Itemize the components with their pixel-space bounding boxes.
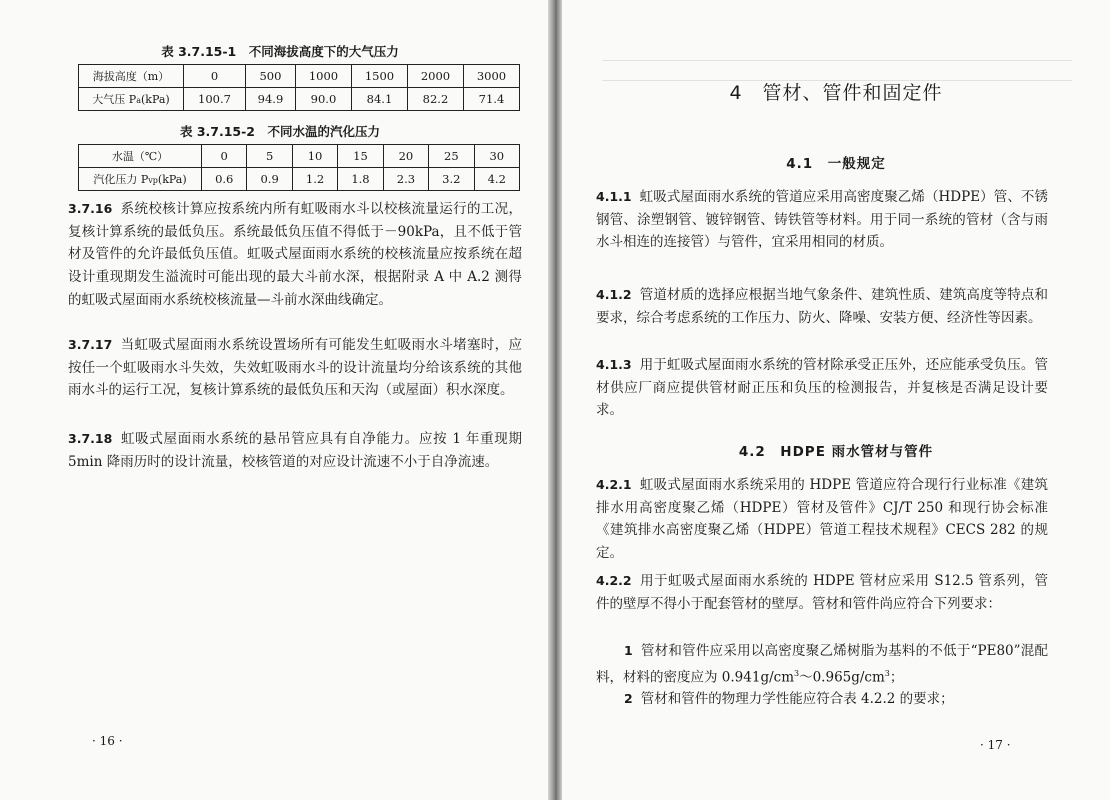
bleed-through-line [602,60,1072,61]
clause-number: 3.7.16 [68,201,113,216]
item-number: 1 [624,643,633,658]
page-number-17: · 17 · [980,738,1011,752]
table-cell: 100.7 [184,88,246,111]
superscript: 3 [884,668,890,678]
table-cell: 0 [202,145,247,168]
table-cell: 25 [429,145,474,168]
clause-3-7-18 [68,428,522,473]
clause-number: 4.1.2 [596,287,632,302]
table-cell: 10 [292,145,337,168]
table-row [79,145,520,168]
clause-text: 虹吸式屋面雨水系统的管道应采用高密度聚乙烯（HDPE）管、不锈钢管、涂塑钢管、镀锌钢管、铸铁管等材料。用于同一系统的管材（含与雨水斗相连的连接管）与管件，宜采用相同的材质。 [596,189,1048,251]
clause-text: 用于虹吸式屋面雨水系统的 HDPE 管材应采用 S12.5 管系列，管件的壁厚不得小于配套管材的壁厚。管材和管件尚应符合下列要求： [596,573,1048,612]
label-unit: (kPa) [157,173,187,186]
table-row-label: 水温（℃） [79,145,202,168]
table-cell: 1.8 [338,168,383,191]
page-number-16: · 16 · [92,734,123,748]
table-2-caption: 表 3.7.15-2 不同水温的汽化压力 [179,124,381,139]
table-cell: 1500 [351,65,407,88]
table-cell: 2000 [407,65,463,88]
clause-4-2-2-item-2 [596,688,1048,711]
table-cell: 0.9 [247,168,292,191]
clause-4-2-2-item-1 [596,640,1048,689]
clause-3-7-17 [68,334,522,402]
table-cell: 5 [247,145,292,168]
label-text: 汽化压力 P [93,173,149,186]
table-row-label [79,168,202,191]
item-text: 管材和管件应采用以高密度聚乙烯树脂为基料的不低于“PE80”混配料，材料的密度应为 0.941g/cm [596,643,1048,686]
table-cell: 4.2 [474,168,519,191]
table-cell: 1.2 [292,168,337,191]
table-cell: 0 [184,65,246,88]
table-cell: 30 [474,145,519,168]
altitude-pressure-table [78,64,520,111]
table-cell: 82.2 [407,88,463,111]
table-cell: 1000 [295,65,351,88]
table-cell: 3.2 [429,168,474,191]
table-cell: 3000 [463,65,519,88]
label-subscript: a [136,96,141,105]
left-page [0,0,548,800]
table-1-caption: 表 3.7.15-1 不同海拔高度下的大气压力 [161,44,399,59]
right-page [562,0,1110,800]
clause-4-1-1 [596,186,1048,254]
table-row [79,88,520,111]
clause-number: 4.2.2 [596,573,632,588]
table-cell: 2.3 [383,168,428,191]
clause-text: 虹吸式屋面雨水系统采用的 HDPE 管道应符合现行行业标准《建筑排水用高密度聚乙烯（HDPE）管材及管件》CJ/T 250 和现行协会标准《建筑排水高密度聚乙烯（HDPE）管道工程技术规程》CECS 282 的规定。 [596,477,1048,562]
clause-text: 系统校核计算应按系统内所有虹吸雨水斗以校核流量运行的工况，复核计算系统的最低负压。系统最低负压值不得低于－90kPa，且不低于管材及管件的允许最低负压值。虹吸式屋面雨水系统的校核流量应按系统在超设计重现期发生溢流时可能出现的最大斗前水深，根据附录 A 中 A.2 测得的虹吸式屋面雨水系统校核流量—斗前水深曲线确定。 [68,201,522,308]
clause-4-1-3 [596,354,1048,422]
clause-4-2-2 [596,570,1048,615]
clause-number: 4.2.1 [596,477,632,492]
table-row [79,168,520,191]
table-cell: 94.9 [245,88,295,111]
label-subscript: vp [148,176,158,185]
clause-number: 3.7.17 [68,337,113,352]
table-cell: 84.1 [351,88,407,111]
clause-4-2-1 [596,474,1048,565]
chapter-title: 4 管材、管件和固定件 [729,82,943,104]
item-text: 管材和管件的物理力学性能应符合表 4.2.2 的要求； [640,691,954,707]
clause-text: 当虹吸式屋面雨水系统设置场所有可能发生虹吸雨水斗堵塞时，应按任一个虹吸雨水斗失效，失效虹吸雨水斗的设计流量均分给该系统的其他雨水斗的运行工况，复核计算系统的最低负压和天沟（或屋面）积水深度。 [68,337,522,399]
section-4-2-heading: 4.2 HDPE 雨水管材与管件 [738,444,934,460]
table-cell: 15 [338,145,383,168]
table-cell: 20 [383,145,428,168]
item-text: ； [889,669,904,686]
clause-3-7-16 [68,198,522,312]
table-cell: 71.4 [463,88,519,111]
table-row-label [79,88,184,111]
section-4-1-heading: 4.1 一般规定 [786,156,886,172]
clause-text: 虹吸式屋面雨水系统的悬吊管应具有自净能力。应按 1 年重现期 5min 降雨历时的设计流量，校核管道的对应设计流速不小于自净流速。 [68,431,522,470]
clause-text: 管道材质的选择应根据当地气象条件、建筑性质、建筑高度等特点和要求，综合考虑系统的工作压力、防火、降噪、安装方便、经济性等因素。 [596,287,1048,326]
table-row [79,65,520,88]
table-cell: 500 [245,65,295,88]
label-unit: (kPa) [140,93,170,106]
clause-number: 4.1.1 [596,189,632,204]
table-row-label: 海拔高度（m） [79,65,184,88]
table-cell: 0.6 [202,168,247,191]
table-cell: 90.0 [295,88,351,111]
item-number: 2 [624,691,633,706]
vapor-pressure-table [78,144,520,191]
clause-text: 用于虹吸式屋面雨水系统的管材除承受正压外，还应能承受负压。管材供应厂商应提供管材耐正压和负压的检测报告，并复核是否满足设计要求。 [596,357,1048,419]
clause-4-1-2 [596,284,1048,329]
superscript: 3 [794,668,800,678]
label-text: 大气压 P [92,93,137,106]
clause-number: 4.1.3 [596,357,632,372]
clause-number: 3.7.18 [68,431,113,446]
item-text: ～0.965g/cm [799,669,885,686]
book-gutter [548,0,562,800]
